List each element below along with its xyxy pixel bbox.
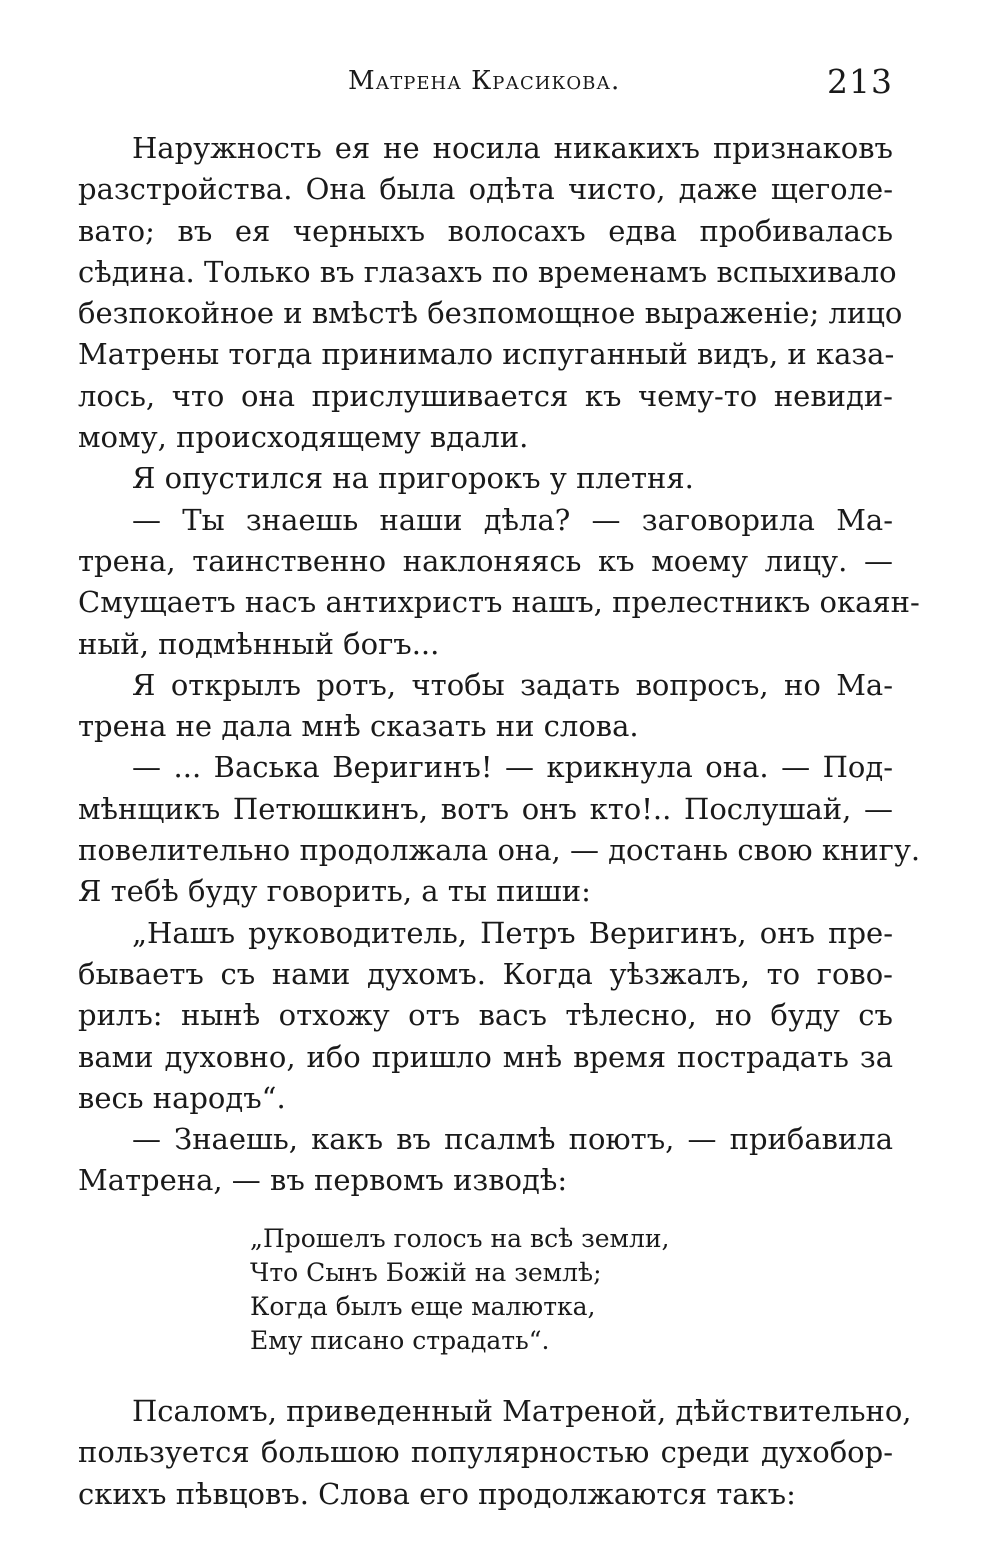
text-line: — ... Васька Веригинъ! — крикнула она. — Под- — [132, 750, 893, 785]
poem-line: Что Сынъ Божій на землѣ; — [250, 1258, 602, 1287]
text-line: Я тебѣ буду говорить, а ты пиши: — [78, 874, 591, 909]
running-head — [78, 62, 893, 102]
text-line: мѣнщикъ Петюшкинъ, вотъ онъ кто!.. Послушай, — — [78, 791, 893, 826]
text-line: разстройства. Она была одѣта чисто, даже щеголе- — [78, 172, 893, 207]
text-line: трена не дала мнѣ сказать ни слова. — [78, 709, 639, 744]
text-line: Матрена, — въ первомъ изводѣ: — [78, 1163, 568, 1198]
text-line: Матрены тогда принимало испуганный видъ, и каза- — [78, 337, 895, 372]
text-line: Смущаетъ насъ антихристъ нашъ, прелестникъ окаян- — [78, 585, 920, 620]
poem-quote — [250, 1222, 770, 1358]
text-line: весь народъ“. — [78, 1080, 286, 1115]
text-line: — Ты знаешь наши дѣла? — заговорила Ма- — [132, 502, 893, 537]
text-line: ный, подмѣнный богъ... — [78, 626, 440, 661]
page-number: 213 — [827, 62, 893, 101]
body-text — [78, 128, 921, 1202]
text-line: безпокойное и вмѣстѣ безпомощное выраженіе; лицо — [78, 296, 903, 331]
text-line: Псаломъ, приведенный Матреной, дѣйствительно, — [132, 1394, 912, 1428]
text-line: скихъ пѣвцовъ. Слова его продолжаются такъ: — [78, 1476, 796, 1511]
text-line: „Нашъ руководитель, Петръ Веригинъ, онъ пре- — [132, 915, 893, 950]
text-line: повелительно продолжала она, — достань свою книгу. — [78, 833, 921, 868]
text-line: Я опустился на пригорокъ у плетня. — [132, 461, 694, 496]
text-line: лось, что она прислушивается къ чему-то невиди- — [78, 378, 893, 413]
poem-line: „Прошелъ голосъ на всѣ земли, — [250, 1224, 670, 1253]
text-line: вато; въ ея черныхъ волосахъ едва пробивалась — [78, 213, 893, 248]
text-line: вами духовно, ибо пришло мнѣ время пострадать за — [78, 1039, 893, 1074]
running-title: Матрена Красикова. — [348, 66, 621, 96]
text-line: Я открылъ ротъ, чтобы задать вопросъ, но Ма- — [132, 667, 893, 702]
text-line: бываетъ съ нами духомъ. Когда уѣзжалъ, то гово- — [78, 956, 893, 991]
text-line: пользуется большою популярностью среди духобор- — [78, 1435, 893, 1470]
text-line: Наружность ея не носила никакихъ признаковъ — [132, 131, 893, 165]
closing-paragraph — [78, 1391, 912, 1515]
text-line: сѣдина. Только въ глазахъ по временамъ вспыхивало — [78, 254, 897, 289]
text-line: трена, таинственно наклоняясь къ моему лицу. — — [78, 543, 893, 578]
text-line: мому, происходящему вдали. — [78, 420, 529, 455]
text-line: рилъ: нынѣ отхожу отъ васъ тѣлесно, но буду съ — [78, 998, 893, 1033]
poem-line: Ему писано страдать“. — [250, 1326, 550, 1355]
text-line: — Знаешь, какъ въ псалмѣ поютъ, — прибавила — [132, 1122, 893, 1157]
poem-line: Когда былъ еще малютка, — [250, 1292, 596, 1321]
